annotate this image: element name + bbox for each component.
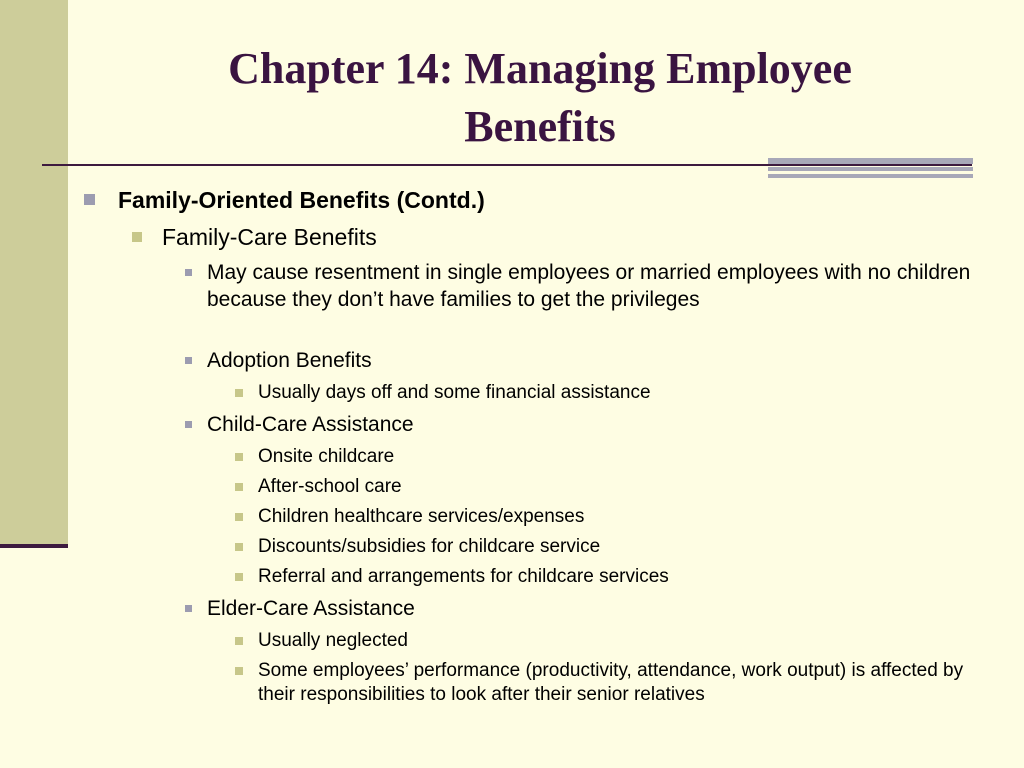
title-line-2: Benefits — [464, 102, 616, 151]
square-bullet-icon — [235, 513, 243, 521]
bullet-text: Usually days off and some financial assistance — [258, 382, 651, 403]
bullet-level4 — [258, 381, 978, 405]
bullet-level4 — [258, 475, 978, 499]
square-bullet-icon — [132, 232, 142, 242]
bullet-level4 — [258, 565, 978, 589]
title-line-1: Chapter 14: Managing Employee — [228, 44, 852, 93]
square-bullet-icon — [235, 637, 243, 645]
bullet-text: May cause resentment in single employees or married employees with no children because they don’t have families to get the privileges — [207, 261, 971, 311]
bullet-text: After-school care — [258, 476, 402, 497]
square-bullet-icon — [84, 194, 95, 205]
title-divider — [42, 164, 972, 166]
square-bullet-icon — [185, 357, 192, 364]
bullet-text: Adoption Benefits — [207, 349, 372, 372]
square-bullet-icon — [235, 543, 243, 551]
slide-title — [90, 40, 990, 156]
square-bullet-icon — [185, 421, 192, 428]
bullet-text: Discounts/subsidies for childcare service — [258, 536, 601, 557]
bullet-level4 — [258, 535, 978, 559]
bullet-text: Elder-Care Assistance — [207, 597, 415, 620]
square-bullet-icon — [235, 453, 243, 461]
square-bullet-icon — [235, 389, 243, 397]
bullet-text: Family-Care Benefits — [162, 224, 377, 250]
bullet-level2 — [162, 222, 1002, 252]
sidebar-rule — [0, 544, 68, 548]
square-bullet-icon — [235, 483, 243, 491]
accent-stripe — [768, 167, 973, 171]
bullet-text: Family-Oriented Benefits (Contd.) — [118, 187, 485, 213]
bullet-text: Children healthcare services/expenses — [258, 506, 585, 527]
accent-stripe — [768, 174, 973, 178]
square-bullet-icon — [235, 667, 243, 675]
bullet-level3 — [207, 595, 977, 622]
bullet-level4 — [258, 445, 978, 469]
bullet-text: Some employees’ performance (productivity, attendance, work output) is affected by their responsibilities to look after their senior relatives — [258, 660, 964, 705]
bullet-text: Usually neglected — [258, 630, 408, 651]
bullet-level1 — [118, 185, 998, 215]
square-bullet-icon — [185, 269, 192, 276]
accent-stripe — [768, 158, 973, 164]
bullet-level4 — [258, 505, 978, 529]
square-bullet-icon — [235, 573, 243, 581]
bullet-text: Onsite childcare — [258, 446, 395, 467]
bullet-text: Child-Care Assistance — [207, 413, 414, 436]
bullet-level4 — [258, 659, 978, 707]
bullet-level3 — [207, 411, 977, 438]
decorative-sidebar — [0, 0, 68, 546]
bullet-text: Referral and arrangements for childcare services — [258, 566, 669, 587]
bullet-level4 — [258, 629, 978, 653]
bullet-level3 — [207, 259, 977, 313]
square-bullet-icon — [185, 605, 192, 612]
bullet-level3 — [207, 347, 977, 374]
